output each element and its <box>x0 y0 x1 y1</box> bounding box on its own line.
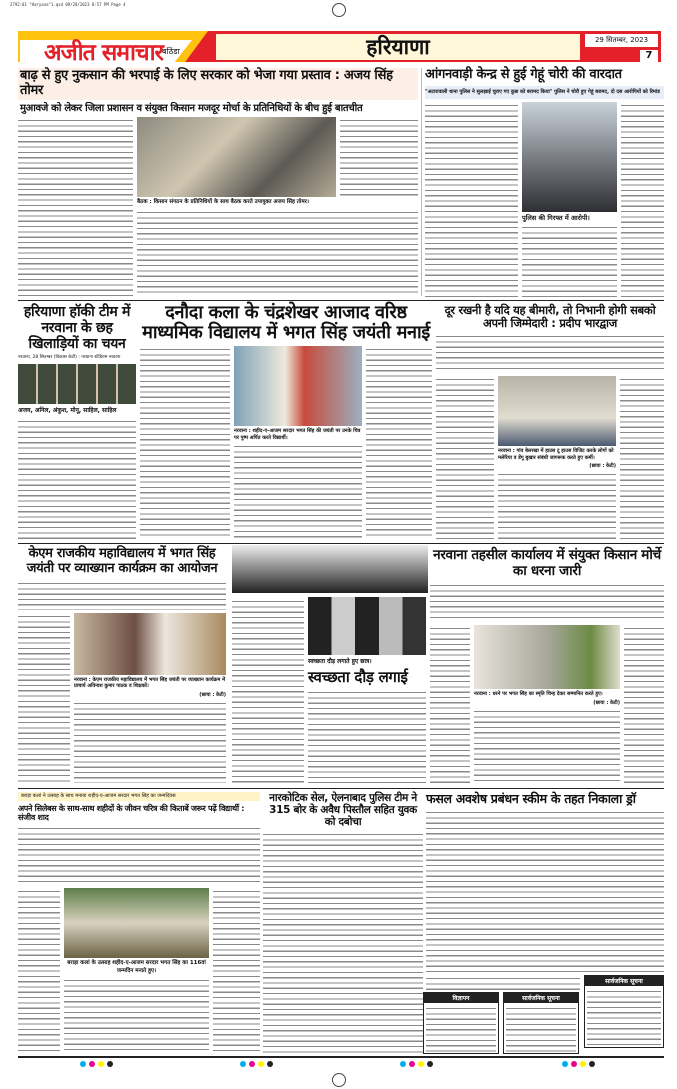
cyan-mark <box>80 1061 86 1067</box>
article-body <box>430 625 470 783</box>
photo-caption: नरवाना : गांव बेलरखा में हाउस टू हाउस विजिट करके लोगों को मलेरिया व डेंगू बुखार संबंधी जागरूक करते हुए कर्मी। <box>498 448 614 461</box>
story-content <box>18 888 260 1054</box>
story-content <box>18 117 418 297</box>
color-marks <box>80 1061 113 1067</box>
section-title: हरियाणा <box>216 34 580 60</box>
black-mark <box>267 1061 273 1067</box>
black-mark <box>107 1061 113 1067</box>
story-column <box>137 117 418 297</box>
article-body <box>213 888 260 1054</box>
story-content <box>430 625 664 783</box>
story-content <box>18 613 226 783</box>
story-column <box>64 888 209 1054</box>
magenta-mark <box>249 1061 255 1067</box>
article-body <box>18 580 226 610</box>
story-danauda <box>140 303 432 540</box>
article-body <box>426 809 664 972</box>
issue-date: 29 सितम्बर, 2023 <box>585 34 658 47</box>
photo-row <box>137 117 418 197</box>
article-body <box>498 471 616 540</box>
story-flood <box>18 68 418 297</box>
black-mark <box>427 1061 433 1067</box>
section-rule <box>18 788 664 789</box>
headline-kmcollege: केएम राजकीय महाविद्यालय में भगत सिंह जयंती पर व्याख्यान कार्यक्रम का आयोजन <box>26 546 218 576</box>
players-names: अजय, अनिल, अंकुश, मोनू, साहिल, साहिल <box>18 407 117 415</box>
article-body <box>140 346 230 540</box>
article-body <box>340 117 418 197</box>
run-photo <box>232 545 428 593</box>
photo-caption: स्वच्छता दौड़ लगाते हुए छात्र। <box>308 658 372 665</box>
photo-credit: (छाया : केटी) <box>199 691 226 698</box>
edition-city: बठिंडा <box>162 47 180 56</box>
article-body <box>18 418 136 540</box>
newspaper-logo: अजीत समाचार <box>44 39 163 66</box>
color-marks <box>400 1061 433 1067</box>
police-photo <box>522 102 617 212</box>
article-body <box>474 708 620 783</box>
story-content <box>425 102 664 297</box>
story-content <box>140 346 432 540</box>
protest-photo <box>474 625 620 689</box>
headline-flood: बाढ़ से हुए नुकसान की भरपाई के लिए सरकार को भेजा गया प्रस्ताव : अजय सिंह तोमर <box>18 68 418 100</box>
article-body <box>436 333 664 373</box>
photo-credit: (छाया : केटी) <box>593 699 620 706</box>
article-body <box>263 831 423 1054</box>
headline-danauda: दनौदा कला के चंद्रशेखर आजाद वरिष्ठ माध्यमिक विद्यालय में भगत सिंह जयंती मनाई <box>142 302 430 344</box>
article-body <box>234 443 362 540</box>
photo-caption: नरवाना : शहीद-ए-आजम सरदार भगत सिंह की जयंती पर उनके चित्र पर पुष्प अर्पित करते विद्यार्थी। <box>234 428 361 441</box>
kicker-barara: बराड़ा कलां ने उत्साह के साथ मनाया शहीद-ए-आजम सरदार भगत सिंह का जन्मदिवस <box>18 792 260 801</box>
article-body <box>18 825 260 885</box>
column-divider <box>421 68 422 296</box>
story-hockey <box>18 304 136 540</box>
story-pradeep <box>436 304 664 540</box>
photo-credit: (छाया : केटी) <box>589 463 616 470</box>
story-column <box>234 346 362 540</box>
article-body <box>620 376 664 540</box>
article-body <box>18 888 60 1054</box>
run-photo-lower <box>308 597 426 655</box>
notice-body <box>587 988 661 1046</box>
story-column <box>74 613 226 783</box>
awareness-photo <box>498 376 616 446</box>
notice-title: सार्वजनिक सूचना <box>585 976 663 986</box>
article-body <box>436 376 494 540</box>
photo-caption: नरवाना : धरने पर भगत सिंह का स्मृति चिन्ह देकर सम्मानित करते हुए। <box>474 691 603 698</box>
registration-mark-icon <box>332 1073 346 1087</box>
notice-title: सार्वजनिक सूचना <box>504 993 578 1003</box>
notice-title: विज्ञापन <box>424 993 498 1003</box>
headline-tehsil: नरवाना तहसील कार्यालय में संयुक्त किसान मोर्चे का धरना जारी <box>433 547 661 579</box>
print-slug: 2792:01 "Haryana"1.qxd 09/28/2023 8:57 PM Page 4 <box>10 2 126 7</box>
story-content <box>436 376 664 540</box>
notice-body <box>506 1005 576 1053</box>
story-column <box>498 376 616 540</box>
registration-mark-icon <box>332 3 346 17</box>
notice-body <box>426 1005 496 1053</box>
article-body <box>74 700 226 783</box>
article-body <box>425 102 518 297</box>
cyan-mark <box>400 1061 406 1067</box>
headline-fasal: फसल अवशेष प्रबंधन स्कीम के तहत निकाला ड्रॉ <box>426 791 636 806</box>
black-mark <box>589 1061 595 1067</box>
headline-barara: अपने सिलेबस के साथ-साथ शहीदों के जीवन चरित्र की किताबें जरूर पढ़ें विद्यार्थी : संजीव शाद <box>18 804 245 823</box>
article-body <box>430 582 664 622</box>
yellow-mark <box>418 1061 424 1067</box>
article-body <box>426 975 580 990</box>
story-swachhta <box>308 597 426 783</box>
bottom-rule <box>18 1056 664 1058</box>
page-number: 7 <box>640 50 658 62</box>
article-body <box>308 689 426 783</box>
magenta-mark <box>409 1061 415 1067</box>
article-body <box>64 977 209 1054</box>
story-narcotic <box>263 792 423 1054</box>
dateline: नरवाना, 28 सितम्बर (विकास केटी) : नरवाना स्टेडियम नरवाना <box>18 355 121 361</box>
yellow-mark <box>258 1061 264 1067</box>
magenta-mark <box>89 1061 95 1067</box>
headline-pradeep: दूर रखनी है यदि यह बीमारी, तो निभानी होगी सबको अपनी जिम्मेदारी : प्रदीप भारद्वाज <box>444 303 656 331</box>
story-fasal <box>426 792 664 972</box>
story-anganwadi <box>425 68 664 297</box>
lecture-photo <box>74 613 226 675</box>
headline-hockey: हरियाणा हॉकी टीम में नरवाना के छह खिलाड़ियों का चयन <box>23 304 131 353</box>
notice-box <box>423 992 499 1054</box>
photo-caption: बैठक : किसान संगठन के प्रतिनिधियों के साथ बैठक करते उपायुक्त अजय सिंह तोमर। <box>137 199 309 206</box>
story-barara <box>18 792 260 1054</box>
headline-anganwadi: आंगनवाड़ी केन्द्र से हुई गेहूं चोरी की वारदात <box>425 67 622 82</box>
color-marks <box>562 1061 595 1067</box>
article-body <box>137 209 418 297</box>
story-column <box>522 102 617 297</box>
color-marks <box>240 1061 273 1067</box>
photo-caption: नरवाना : केएम राजकीय महाविद्यालय में भगत सिंह जयंती पर व्याख्यान कार्यक्रम में प्राचार्य अविनाश कुमार पाठक व शिक्षकों। <box>74 676 226 690</box>
story-kmcollege <box>18 547 226 783</box>
photo-caption: पुलिस की गिरफ्त में आरोपी। <box>522 213 590 222</box>
yellow-mark <box>98 1061 104 1067</box>
article-body <box>621 102 664 297</box>
story-tehsil <box>430 548 664 783</box>
school-photo <box>234 346 362 426</box>
article-body <box>232 598 304 783</box>
cyan-mark <box>562 1061 568 1067</box>
yellow-mark <box>580 1061 586 1067</box>
article-body <box>18 613 70 783</box>
article-body <box>18 117 133 297</box>
section-rule <box>18 300 664 301</box>
tribute-photo <box>64 888 209 958</box>
meeting-photo <box>137 117 336 197</box>
headline-narcotic: नारकोटिक सेल, ऐलनाबाद पुलिस टीम ने 315 बोर के अवैध पिस्तौल सहित युवक को दबोचा <box>269 792 417 829</box>
article-body <box>366 346 432 540</box>
notice-box <box>503 992 579 1054</box>
subheadline-anganwadi: "अटारावाली थाना पुलिस ने सुलझाई चुराए गए कुछ को बरामद किया" पुलिस ने चोरी हुए गेहूं बरामद, दो दस आरोपियों को रिमांड <box>425 86 664 99</box>
photo-caption: बराड़ा कलां के उत्साह शहीद-ए-आजम सरदार भगत सिंह का 116वां जन्मदिन मनाते हुए। <box>67 960 206 974</box>
headline-swachhta: स्वच्छता दौड़ लगाई <box>308 667 408 686</box>
subheadline-flood: मुआवजे को लेकर जिला प्रशासन व संयुक्त किसान मजदूर मोर्चा के प्रतिनिधियों के बीच हुई बातचीत <box>20 102 363 114</box>
players-photo <box>18 364 136 404</box>
story-column <box>474 625 620 783</box>
cyan-mark <box>240 1061 246 1067</box>
section-rule <box>18 543 664 544</box>
article-body <box>624 625 664 783</box>
magenta-mark <box>571 1061 577 1067</box>
notice-box <box>584 975 664 1048</box>
article-body <box>522 224 617 297</box>
